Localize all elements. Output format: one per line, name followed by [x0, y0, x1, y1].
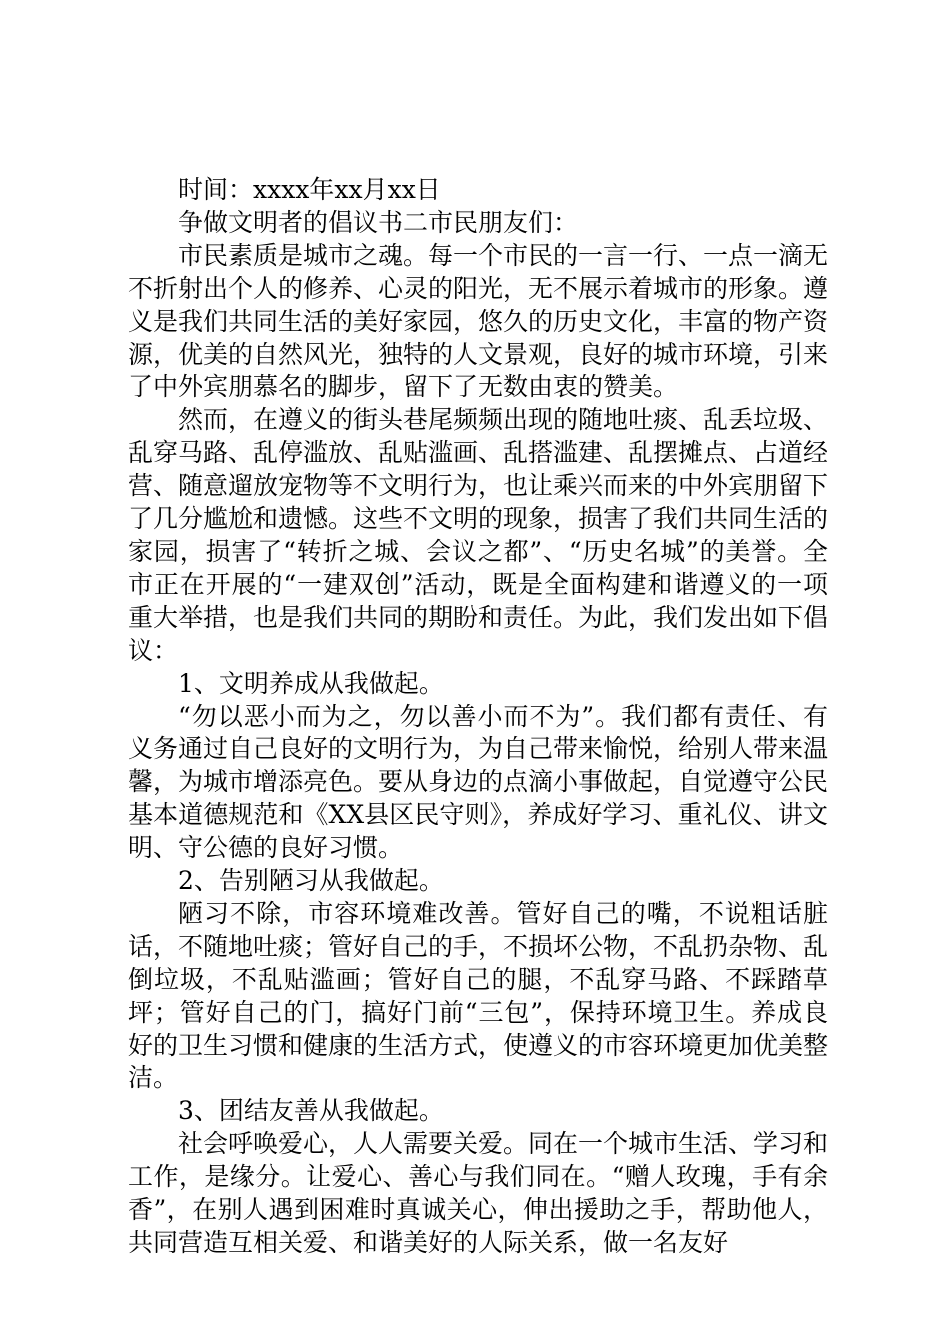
- paragraph-item-1: “勿以恶小而为之，勿以善小而不为”。我们都有责任、有义务通过自己良好的文明行为，为自己带来愉悦，给别人带来温馨，为城市增添亮色。要从身边的点滴小事做起，自觉遵守公民基本道德规范和《XX县区民守则》，养成好学习、重礼仪、讲文明、守公德的良好习惯。: [128, 701, 829, 863]
- heading-item-1: 1、文明养成从我做起。: [178, 668, 444, 698]
- date-line: 时间：xxxx年xx月xx日: [178, 175, 441, 204]
- paragraph-item-2: 陋习不除，市容环境难改善。管好自己的嘴，不说粗话脏话，不随地吐痰；管好自己的手，不损坏公物，不乱扔杂物、乱倒垃圾，不乱贴滥画；管好自己的腿，不乱穿马路、不踩踏草坪；管好自己的门，搞好门前“三包”，保持环境卫生。养成良好的卫生习惯和健康的生活方式，使遵义的市容环境更加优美整洁。: [128, 898, 829, 1093]
- paragraph-problems: 然而，在遵义的街头巷尾频频出现的随地吐痰、乱丢垃圾、乱穿马路、乱停滥放、乱贴滥画、乱搭滥建、乱摆摊点、占道经营、随意遛放宠物等不文明行为，也让乘兴而来的中外宾朋留下了几分尴尬和遗憾。这些不文明的现象，损害了我们共同生活的家园，损害了“转折之城、会议之都”、“历史名城”的美誉。全市正在开展的“一建双创”活动，既是全面构建和谐遵义的一项重大举措，也是我们共同的期盼和责任。为此，我们发出如下倡议：: [128, 405, 829, 665]
- document-body: [128, 174, 828, 1260]
- paragraph-intro: 市民素质是城市之魂。每一个市民的一言一行、一点一滴无不折射出个人的修养、心灵的阳光，无不展示着城市的形象。遵义是我们共同生活的美好家园，悠久的历史文化，丰富的物产资源，优美的自然风光，独特的人文景观，良好的城市环境，引来了中外宾朋慕名的脚步，留下了无数由衷的赞美。: [128, 240, 829, 402]
- paragraph-item-3: 社会呼唤爱心，人人需要关爱。同在一个城市生活、学习和工作，是缘分。让爱心、善心与我们同在。“赠人玫瑰，手有余香”，在别人遇到困难时真诚关心，伸出援助之手，帮助他人，共同营造互相关爱、和谐美好的人际关系，做一名友好: [128, 1129, 829, 1257]
- title-line: 争做文明者的倡议书二市民朋友们：: [178, 207, 579, 237]
- heading-item-3: 3、团结友善从我做起。: [178, 1096, 444, 1126]
- heading-item-2: 2、告别陋习从我做起。: [178, 866, 444, 896]
